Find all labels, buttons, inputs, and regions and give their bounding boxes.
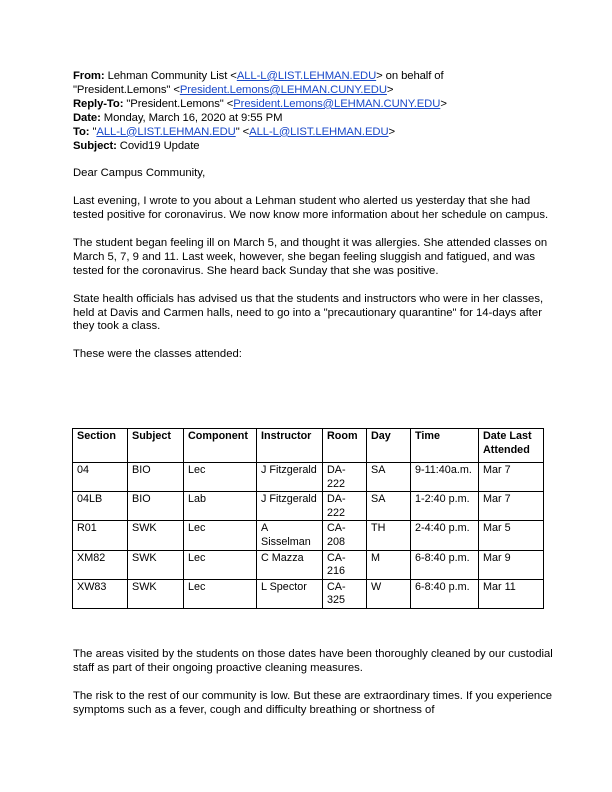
paragraph-4: These were the classes attended: — [73, 348, 242, 361]
cell-component: Lec — [184, 521, 257, 550]
from-suffix: > on behalf of — [376, 70, 444, 82]
reply-to-close: > — [440, 97, 447, 110]
paragraph-2: The student began feeling ill on March 5, and thought it was allergies. She attended classes on March 5, 7, 9 and 11. Last week, however, she began feeling sluggish and fatigued, and was tested for the coronavirus. She heard back Sunday that she was positive. — [73, 237, 548, 277]
cell-room: CA-325 — [323, 579, 367, 608]
cell-instructor: J Fitzgerald — [257, 492, 323, 521]
cell-section: R01 — [73, 521, 128, 550]
cell-subject: SWK — [128, 579, 184, 608]
cell-subject: SWK — [128, 521, 184, 550]
to-email-link[interactable]: ALL-L@LIST.LEHMAN.EDU — [249, 125, 389, 138]
paragraph-1: Last evening, I wrote to you about a Lehman student who alerted us yesterday that she had tested positive for coronavirus. We now know more information about her schedule on campus. — [73, 195, 549, 222]
from-behalf-name: "President.Lemons" < — [73, 83, 180, 96]
after-table-content — [73, 648, 553, 731]
cell-day: M — [367, 550, 411, 579]
reply-to-email-link[interactable]: President.Lemons@LEHMAN.CUNY.EDU — [233, 97, 441, 110]
header-subject: Subject — [128, 429, 184, 463]
cell-date: Mar 11 — [479, 579, 544, 608]
email-header — [73, 70, 553, 153]
header-instructor: Instructor — [257, 429, 323, 463]
reply-to-label: Reply-To: — [73, 97, 124, 110]
cell-time: 2-4:40 p.m. — [411, 521, 479, 550]
from-label: From: — [73, 70, 105, 82]
cell-day: SA — [367, 492, 411, 521]
cell-component: Lab — [184, 492, 257, 521]
date-line — [73, 112, 553, 126]
date-label: Date: — [73, 111, 101, 124]
header-time: Time — [411, 429, 479, 463]
table-row — [73, 492, 544, 521]
from-email-link[interactable]: ALL-L@LIST.LEHMAN.EDU — [236, 70, 377, 82]
header-room: Room — [323, 429, 367, 463]
cell-component: Lec — [184, 463, 257, 492]
cell-date: Mar 7 — [479, 463, 544, 492]
subject-label: Subject: — [73, 139, 117, 152]
table-row — [73, 550, 544, 579]
paragraph-3: State health officials has advised us that the students and instructors who were in her classes, held at Davis and Carmen halls, need to go into a "precautionary quarantine" for 14-days after they took a class. — [73, 292, 544, 333]
cell-section: 04LB — [73, 492, 128, 521]
header-date-last-attended: Date Last Attended — [479, 429, 544, 463]
cell-date: Mar 9 — [479, 550, 544, 579]
cell-time: 9-11:40a.m. — [411, 463, 479, 492]
email-document — [73, 70, 553, 376]
cell-component: Lec — [184, 579, 257, 608]
paragraph-cleaning: The areas visited by the students on those dates have been thoroughly cleaned by our custodial staff as part of their ongoing proactive cleaning measures. — [73, 648, 553, 674]
from-line — [73, 70, 553, 84]
from-name: Lehman Community List < — [107, 70, 237, 82]
subject-value: Covid19 Update — [116, 139, 200, 152]
cell-time: 6-8:40 p.m. — [411, 579, 479, 608]
table-row — [73, 521, 544, 550]
reply-to-name: "President.Lemons" < — [123, 97, 234, 110]
header-day: Day — [367, 429, 411, 463]
cell-day: TH — [367, 521, 411, 550]
to-line — [73, 126, 553, 140]
cell-day: SA — [367, 463, 411, 492]
cell-subject: BIO — [128, 463, 184, 492]
cell-room: DA-222 — [323, 492, 367, 521]
from-behalf-close: > — [386, 83, 394, 96]
cell-room: DA-222 — [323, 463, 367, 492]
to-close: > — [388, 125, 395, 138]
reply-to-line — [73, 98, 553, 112]
cell-date: Mar 5 — [479, 521, 544, 550]
cell-section: XM82 — [73, 550, 128, 579]
greeting: Dear Campus Community, — [73, 167, 206, 180]
table-row — [73, 579, 544, 608]
classes-table — [72, 428, 544, 609]
cell-instructor: J Fitzgerald — [257, 463, 323, 492]
cell-instructor: A Sisselman — [257, 521, 323, 550]
cell-instructor: L Spector — [257, 579, 323, 608]
cell-instructor: C Mazza — [257, 550, 323, 579]
to-label: To: — [73, 125, 90, 138]
cell-date: Mar 7 — [479, 492, 544, 521]
subject-line — [73, 140, 553, 154]
cell-component: Lec — [184, 550, 257, 579]
cell-section: 04 — [73, 463, 128, 492]
to-quote-close: " < — [235, 125, 250, 138]
cell-time: 1-2:40 p.m. — [411, 492, 479, 521]
from-behalf-email-link[interactable]: President.Lemons@LEHMAN.CUNY.EDU — [179, 83, 387, 96]
header-section: Section — [73, 429, 128, 463]
cell-time: 6-8:40 p.m. — [411, 550, 479, 579]
table-row — [73, 463, 544, 492]
cell-room: CA-216 — [323, 550, 367, 579]
cell-subject: SWK — [128, 550, 184, 579]
cell-room: CA-208 — [323, 521, 367, 550]
table-header-row — [73, 429, 544, 463]
date-value: Monday, March 16, 2020 at 9:55 PM — [100, 111, 283, 124]
to-quote-open: " — [89, 125, 97, 138]
to-name-link[interactable]: ALL-L@LIST.LEHMAN.EDU — [96, 125, 236, 138]
cell-day: W — [367, 579, 411, 608]
header-component: Component — [184, 429, 257, 463]
from-behalf-line — [73, 84, 553, 98]
paragraph-risk: The risk to the rest of our community is low. But these are extraordinary times. If you experience symptoms such as a fever, cough and difficulty breathing or shortness of — [73, 689, 553, 716]
cell-section: XW83 — [73, 579, 128, 608]
cell-subject: BIO — [128, 492, 184, 521]
